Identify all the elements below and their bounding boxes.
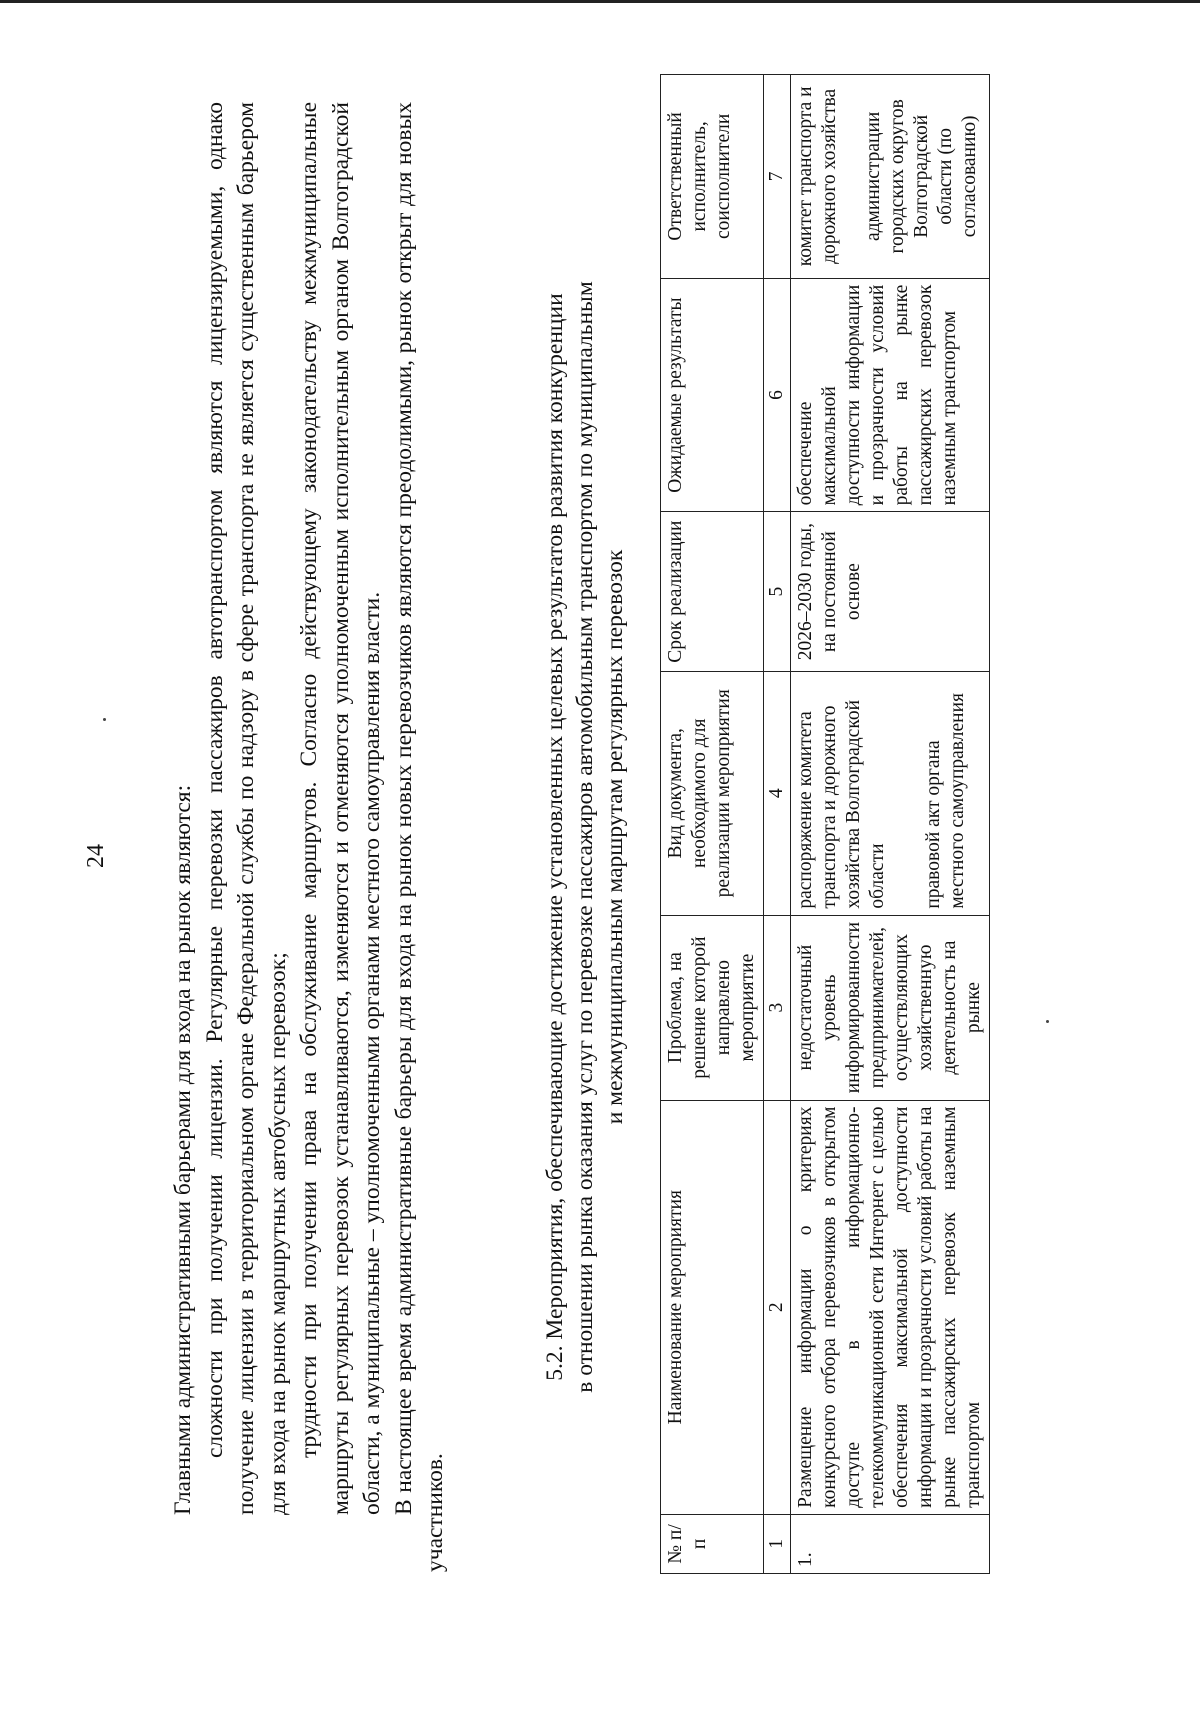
cell-spacer — [890, 678, 922, 909]
measure-results: обеспечение максимальной доступности информации и прозрачности условий работы на рынке пассажирских перевозок наземным транспортом — [791, 278, 990, 512]
responsible-executor: комитет транспорта и дорожного хозяйства — [795, 86, 840, 267]
measure-problem: недостаточный уровень информированности предпринимателей, осуществляющих хозяйственную деятельность на рынке — [791, 915, 990, 1100]
paragraph: В настоящее время административные барьеры для входа на рынок новых перевозчиков являются преодолимыми, рынок открыт для новых участников. — [390, 102, 448, 1572]
column-number: 6 — [764, 278, 791, 512]
paragraph: Главными административными барьерами для входа на рынок являются: — [170, 784, 196, 1515]
column-number-row — [764, 75, 791, 1574]
column-header: Ожидаемые результаты — [661, 278, 764, 512]
column-header: Наименование мероприятия — [661, 1100, 764, 1514]
body-text — [168, 102, 452, 1572]
measure-responsible — [791, 75, 990, 279]
heading-line: 5.2. Мероприятия, обеспечивающие достижение установленных целевых результатов развития конкуренции — [542, 293, 568, 1381]
table-header-row — [661, 75, 764, 1574]
row-number: 1. — [791, 1514, 990, 1573]
document-type: правовой акт органа местного самоуправления — [923, 693, 968, 909]
column-number: 1 — [764, 1514, 791, 1573]
column-header: Вид документа, необходимого для реализации мероприятия — [661, 671, 764, 915]
column-header: Проблема, на решение которой направлено мероприятие — [661, 915, 764, 1100]
column-header: № п/п — [661, 1514, 764, 1573]
measure-term: 2026–2030 годы, на постоянной основе — [791, 512, 990, 672]
cell-spacer — [842, 81, 862, 272]
column-number: 7 — [764, 75, 791, 279]
paragraph: сложности при получении лицензии. Регулярные перевозки пассажиров автотранспортом являются лицензируемыми, однако получение лицензии в территориальном органе Федеральной службы по надзору в сфере транспорта не является существенным барьером для входа на рынок маршрутных автобусных перевозок; — [201, 102, 291, 1515]
measure-document — [791, 671, 990, 915]
measure-name: Размещение информации о критериях конкурсного отбора перевозчиков в открытом доступе в информационно-телекоммуникационной сети Интернет с целью обеспечения максимальной доступности информации и прозрачности условий работы на рынке пассажирских перевозок наземным транспортом — [791, 1100, 990, 1514]
section-heading — [540, 102, 630, 1572]
measures-table — [660, 74, 990, 1574]
column-number: 4 — [764, 671, 791, 915]
co-executor: администрации городских округов Волгоградской области (по согласованию) — [863, 99, 980, 254]
heading-line: и межмуниципальным маршрутам регулярных перевозок — [602, 549, 628, 1125]
column-number: 3 — [764, 915, 791, 1100]
column-number: 5 — [764, 512, 791, 672]
column-header: Ответственный исполнитель, соисполнители — [661, 75, 764, 279]
document-type: распоряжение комитета транспорта и дорожного хозяйства Волгоградской области — [795, 699, 888, 909]
table-row — [791, 75, 990, 1574]
column-header: Срок реализации — [661, 512, 764, 672]
page-number: 24 — [83, 844, 109, 868]
column-number: 2 — [764, 1100, 791, 1514]
heading-line: в отношении рынка оказания услуг по перевозке пассажиров автомобильным транспортом по муниципальным — [572, 281, 598, 1393]
paragraph: трудности при получении права на обслуживание маршрутов. Согласно действующему законодательству межмуниципальные маршруты регулярных перевозок устанавливаются, изменяются и отменяются уполномоченным исполнительным органом Волгоградской области, а муниципальные – уполномоченными органами местного самоуправления власти. — [296, 102, 385, 1515]
